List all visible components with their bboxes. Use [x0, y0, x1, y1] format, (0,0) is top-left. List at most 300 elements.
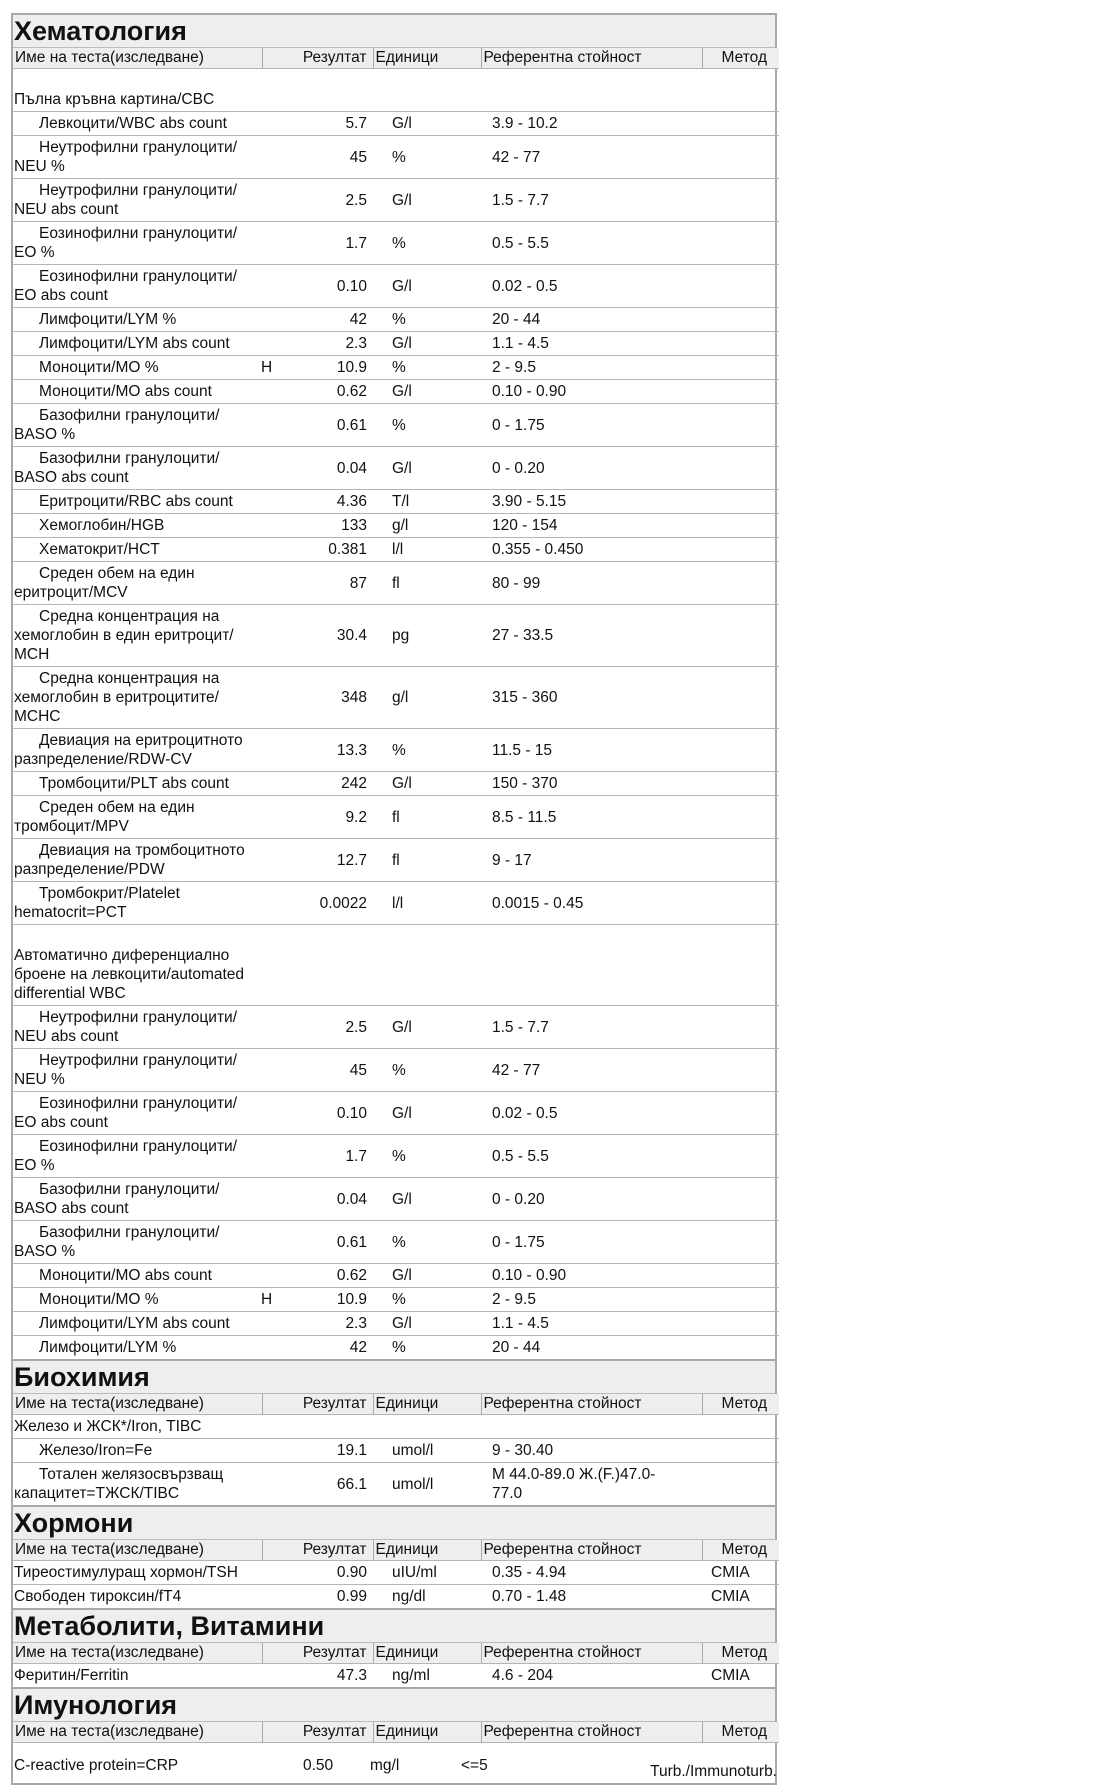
results-table	[13, 48, 779, 1359]
method	[702, 1312, 779, 1336]
result-text: 0.04	[336, 459, 367, 477]
test-name: Тромбокрит/Platelet hematocrit=PCT	[13, 882, 262, 925]
reference-range: 150 - 370	[481, 772, 702, 796]
method	[702, 1264, 779, 1288]
table-row	[13, 265, 779, 308]
column-header-row	[13, 1540, 779, 1561]
test-name: Свободен тироксин/fT4	[14, 1588, 182, 1605]
result-text: 0.10	[336, 277, 367, 295]
unit: %	[373, 1049, 481, 1092]
method: CMIA	[702, 1561, 779, 1585]
result-value: 0.50	[303, 1757, 334, 1774]
column-header-units: Единици	[373, 1540, 481, 1561]
reference-range: 1.1 - 4.5	[481, 1312, 702, 1336]
method	[702, 882, 779, 925]
reference-range: 0.02 - 0.5	[481, 1092, 702, 1135]
group-row	[13, 69, 779, 112]
group-row	[13, 925, 779, 1006]
method: CMIA	[711, 1588, 750, 1605]
result-value	[262, 667, 373, 729]
result-text: 10.9	[336, 1291, 367, 1308]
unit: %	[373, 356, 481, 380]
test-name: Еритроцити/RBC abs count	[13, 490, 262, 514]
result-text: 0.62	[336, 1267, 367, 1284]
result-value	[262, 796, 373, 839]
test-name: Железо/Iron=Fe	[13, 1439, 262, 1463]
result-text: 9.2	[345, 808, 367, 826]
unit: T/l	[373, 490, 481, 514]
table-row	[13, 605, 779, 667]
table-row	[13, 1221, 779, 1264]
reference-range: 8.5 - 11.5	[481, 796, 702, 839]
column-header-method: Метод	[702, 1643, 779, 1664]
test-name: Моноцити/MO abs count	[13, 1264, 262, 1288]
unit: uIU/ml	[373, 1561, 481, 1585]
section-1	[11, 1359, 777, 1505]
unit: %	[373, 729, 481, 772]
reference-range: 3.90 - 5.15	[481, 490, 702, 514]
column-header-row	[13, 1643, 779, 1664]
unit: %	[373, 1221, 481, 1264]
reference-range: 9 - 17	[481, 839, 702, 882]
unit: %	[373, 136, 481, 179]
method: CMIA	[711, 1667, 750, 1684]
group-row	[13, 1415, 779, 1439]
reference-range: 11.5 - 15	[481, 729, 702, 772]
test-name: Моноцити/MO %	[13, 1288, 262, 1312]
method	[702, 490, 779, 514]
test-name: Базофилни гранулоцити/ BASO abs count	[13, 1178, 262, 1221]
table-row	[13, 222, 779, 265]
test-name: Базофилни гранулоцити/ BASO %	[13, 404, 262, 447]
method	[702, 1336, 779, 1360]
result-text: 1.7	[345, 234, 367, 252]
result-text: 2.5	[345, 1018, 367, 1036]
reference-range: <=5	[461, 1757, 488, 1774]
column-header-units: Единици	[373, 1643, 481, 1664]
table-row	[13, 1336, 779, 1360]
method	[702, 447, 779, 490]
test-name: Базофилни гранулоцити/ BASO %	[13, 1221, 262, 1264]
table-row	[13, 1092, 779, 1135]
method	[702, 605, 779, 667]
method	[702, 562, 779, 605]
unit: umol/l	[392, 1475, 434, 1493]
result-value	[262, 1092, 373, 1135]
reference-range: 0 - 1.75	[481, 404, 702, 447]
result-value	[262, 1585, 373, 1609]
result-value	[262, 1561, 373, 1585]
result-value	[262, 1264, 373, 1288]
test-name: Среден обем на един еритроцит/MCV	[13, 562, 262, 605]
column-header-name: Име на теста(изследване)	[13, 1394, 262, 1415]
column-header-method: Метод	[702, 1394, 779, 1415]
method	[702, 112, 779, 136]
method	[702, 729, 779, 772]
method	[702, 356, 779, 380]
group-label: Железо и ЖСК*/Iron, TIBC	[13, 1415, 779, 1439]
lab-results	[11, 13, 777, 1785]
reference-range: 1.5 - 7.7	[481, 179, 702, 222]
result-text: 133	[341, 517, 367, 534]
reference-range: 2 - 9.5	[481, 356, 702, 380]
result-text: 2.3	[345, 1315, 367, 1332]
section-3	[11, 1608, 777, 1687]
column-header-name: Име на теста(изследване)	[13, 48, 262, 69]
method	[702, 332, 779, 356]
method	[702, 1439, 779, 1463]
result-value	[262, 308, 373, 332]
result-value	[262, 605, 373, 667]
method	[702, 265, 779, 308]
table-row	[13, 1561, 779, 1585]
test-name: Моноцити/MO abs count	[13, 380, 262, 404]
test-name: Неутрофилни гранулоцити/ NEU %	[13, 1049, 262, 1092]
result-value	[262, 332, 373, 356]
column-header-reference: Референтна стойност	[481, 1394, 702, 1415]
table-row	[13, 332, 779, 356]
unit: %	[373, 222, 481, 265]
table-row	[13, 1312, 779, 1336]
method	[702, 514, 779, 538]
result-value	[262, 538, 373, 562]
reference-range: 1.1 - 4.5	[481, 332, 702, 356]
column-header-units: Единици	[373, 1394, 481, 1415]
section-title: Биохимия	[13, 1361, 775, 1394]
column-header-result: Резултат	[262, 48, 373, 69]
test-name: Лимфоцити/LYM abs count	[13, 332, 262, 356]
result-value	[262, 490, 373, 514]
section-4	[11, 1687, 777, 1785]
section-title: Хематология	[13, 15, 775, 48]
reference-range: 0.10 - 0.90	[481, 380, 702, 404]
reference-range: 0.5 - 5.5	[481, 222, 702, 265]
test-name: Тиреостимулуращ хормон/TSH	[13, 1561, 262, 1585]
test-name: Еозинофилни гранулоцити/ EO abs count	[13, 1092, 262, 1135]
reference-range: 0.35 - 4.94	[481, 1561, 702, 1585]
table-row	[13, 1288, 779, 1312]
result-value	[262, 1664, 373, 1688]
test-name: Девиация на еритроцитното разпределение/RDW-CV	[13, 729, 262, 772]
table-row	[13, 1178, 779, 1221]
group-label: Автоматично диференциално броене на левкоцити/automated differential WBC	[13, 925, 779, 1006]
column-header-result: Резултат	[262, 1643, 373, 1664]
table-row	[13, 839, 779, 882]
result-text: 0.04	[336, 1190, 367, 1208]
method	[702, 772, 779, 796]
unit: G/l	[373, 179, 481, 222]
result-text: 0.381	[328, 541, 367, 558]
column-header-result: Резултат	[262, 1394, 373, 1415]
result-value	[262, 112, 373, 136]
reference-range: 42 - 77	[481, 1049, 702, 1092]
column-header-name: Име на теста(изследване)	[13, 1540, 262, 1561]
column-header-reference: Референтна стойност	[481, 1722, 702, 1743]
reference-range: 9 - 30.40	[481, 1439, 702, 1463]
result-text: 0.61	[336, 416, 367, 434]
result-value	[262, 772, 373, 796]
result-text: 0.61	[336, 1233, 367, 1251]
column-header-result: Резултат	[262, 1540, 373, 1561]
method	[702, 839, 779, 882]
unit: G/l	[373, 1006, 481, 1049]
result-text: 87	[349, 574, 367, 592]
table-row	[13, 1664, 779, 1688]
reference-range: 0.70 - 1.48	[492, 1588, 567, 1605]
result-value	[262, 514, 373, 538]
column-header-method: Метод	[702, 48, 779, 69]
result-text: 0.62	[336, 383, 367, 400]
reference-range: 0.0015 - 0.45	[481, 882, 702, 925]
reference-range: 0 - 0.20	[481, 1178, 702, 1221]
unit: G/l	[373, 1092, 481, 1135]
unit: G/l	[373, 332, 481, 356]
column-header-name: Име на теста(изследване)	[13, 1722, 262, 1743]
unit: mg/l	[370, 1757, 400, 1774]
unit: G/l	[373, 112, 481, 136]
test-name: Еозинофилни гранулоцити/ EO %	[13, 1135, 262, 1178]
reference-range: 42 - 77	[481, 136, 702, 179]
result-text: 2.3	[345, 335, 367, 352]
result-value	[262, 136, 373, 179]
test-name: Неутрофилни гранулоцити/ NEU %	[13, 136, 262, 179]
table-row	[13, 538, 779, 562]
high-flag: H	[261, 1290, 273, 1308]
result-text: 13.3	[336, 741, 367, 759]
table-row	[13, 772, 779, 796]
reference-range: 80 - 99	[481, 562, 702, 605]
result-text: 47.3	[336, 1667, 367, 1684]
column-header-units: Единици	[373, 1722, 481, 1743]
unit: G/l	[373, 265, 481, 308]
result-text: 30.4	[336, 627, 367, 644]
test-name: Еозинофилни гранулоцити/ EO %	[13, 222, 262, 265]
result-value	[262, 265, 373, 308]
test-name: Средна концентрация на хемоглобин в един еритроцит/ MCH	[13, 605, 262, 667]
table-row	[13, 447, 779, 490]
column-header-row	[13, 48, 779, 69]
test-name: Моноцити/MO %	[13, 356, 262, 380]
result-value	[262, 447, 373, 490]
table-row	[13, 179, 779, 222]
result-value	[262, 356, 373, 380]
method	[702, 1288, 779, 1312]
section-0	[11, 13, 777, 1359]
result-text: 45	[349, 148, 367, 166]
table-row	[13, 136, 779, 179]
method: Turb./Immunoturb.	[650, 1763, 777, 1780]
test-name: Хематокрит/HCT	[13, 538, 262, 562]
reference-range: 0.10 - 0.90	[481, 1264, 702, 1288]
unit: %	[373, 404, 481, 447]
test-name: Левкоцити/WBC abs count	[13, 112, 262, 136]
column-header-method: Метод	[702, 1722, 779, 1743]
table-row	[13, 308, 779, 332]
test-name: Лимфоцити/LYM %	[39, 1339, 177, 1356]
unit: l/l	[373, 538, 481, 562]
test-name: Базофилни гранулоцити/ BASO abs count	[13, 447, 262, 490]
results-table	[13, 1394, 779, 1505]
unit: %	[392, 1339, 406, 1356]
result-value	[262, 222, 373, 265]
result-value	[262, 1439, 373, 1463]
test-name: Тотален желязосвързващ капацитет=ТЖСК/TIBC	[14, 1466, 224, 1502]
result-text: 0.0022	[319, 894, 367, 912]
reference-range: 1.5 - 7.7	[481, 1006, 702, 1049]
reference-range: M 44.0-89.0 Ж.(F.)47.0- 77.0	[492, 1466, 656, 1502]
test-name: Среден обем на един тромбоцит/MPV	[13, 796, 262, 839]
result-text: 1.7	[345, 1147, 367, 1165]
result-text: 42	[349, 311, 367, 328]
result-text: 0.90	[336, 1564, 367, 1581]
column-header-name: Име на теста(изследване)	[13, 1643, 262, 1664]
table-row	[13, 882, 779, 925]
method	[702, 1092, 779, 1135]
unit: g/l	[373, 667, 481, 729]
method	[702, 136, 779, 179]
table-row	[13, 380, 779, 404]
result-text: 10.9	[336, 359, 367, 376]
unit: l/l	[373, 882, 481, 925]
result-value	[262, 404, 373, 447]
group-label: Пълна кръвна картина/CBC	[13, 69, 779, 112]
unit: fl	[373, 562, 481, 605]
result-text: 42	[349, 1339, 367, 1356]
result-value	[262, 839, 373, 882]
table-row	[13, 404, 779, 447]
reference-range: 20 - 44	[481, 308, 702, 332]
result-text: 2.5	[345, 191, 367, 209]
unit: G/l	[373, 772, 481, 796]
column-header-row	[13, 1722, 779, 1743]
table-row	[13, 1006, 779, 1049]
test-name: Девиация на тромбоцитното разпределение/PDW	[13, 839, 262, 882]
table-row	[13, 1264, 779, 1288]
unit: %	[373, 1135, 481, 1178]
unit: pg	[373, 605, 481, 667]
reference-range: 27 - 33.5	[481, 605, 702, 667]
results-table	[13, 1540, 779, 1608]
column-header-reference: Референтна стойност	[481, 48, 702, 69]
result-text: 66.1	[336, 1475, 367, 1493]
method	[702, 1221, 779, 1264]
table-row	[13, 667, 779, 729]
method	[702, 308, 779, 332]
reference-range: 0 - 1.75	[481, 1221, 702, 1264]
table-row	[13, 1439, 779, 1463]
table-row	[13, 1463, 779, 1506]
section-title: Хормони	[13, 1507, 775, 1540]
column-header-result: Резултат	[262, 1722, 373, 1743]
result-text: 4.36	[336, 493, 367, 510]
reference-range: 315 - 360	[481, 667, 702, 729]
method	[702, 538, 779, 562]
result-value	[262, 1221, 373, 1264]
result-value	[262, 882, 373, 925]
unit: ng/ml	[392, 1667, 430, 1684]
unit: fl	[373, 796, 481, 839]
section-title: Метаболити, Витамини	[13, 1610, 775, 1643]
method	[702, 179, 779, 222]
result-value	[262, 1336, 373, 1360]
result-text: 0.99	[336, 1588, 367, 1605]
reference-range: 0.355 - 0.450	[481, 538, 702, 562]
result-value	[262, 179, 373, 222]
test-name: Феритин/Ferritin	[14, 1667, 129, 1684]
reference-range: 20 - 44	[492, 1339, 541, 1356]
unit: G/l	[373, 1312, 481, 1336]
reference-range: 0.5 - 5.5	[481, 1135, 702, 1178]
section-title: Имунология	[13, 1689, 775, 1722]
unit: G/l	[373, 1178, 481, 1221]
unit: umol/l	[373, 1439, 481, 1463]
column-header-method: Метод	[702, 1540, 779, 1561]
test-name: Лимфоцити/LYM abs count	[13, 1312, 262, 1336]
reference-range: 0 - 0.20	[481, 447, 702, 490]
reference-range: 3.9 - 10.2	[481, 112, 702, 136]
method	[702, 796, 779, 839]
test-name: Средна концентрация на хемоглобин в еритроцитите/ MCHC	[13, 667, 262, 729]
result-text: 242	[341, 775, 367, 792]
method	[702, 1049, 779, 1092]
section-2	[11, 1505, 777, 1608]
method	[702, 667, 779, 729]
table-row	[13, 562, 779, 605]
method	[702, 222, 779, 265]
table-row	[13, 1049, 779, 1092]
column-header-reference: Референтна стойност	[481, 1540, 702, 1561]
result-value	[262, 1006, 373, 1049]
reference-range: 4.6 - 204	[492, 1667, 554, 1684]
unit: %	[373, 1288, 481, 1312]
test-name: Неутрофилни гранулоцити/ NEU abs count	[13, 1006, 262, 1049]
result-text: 348	[341, 689, 367, 706]
test-name: Неутрофилни гранулоцити/ NEU abs count	[13, 179, 262, 222]
reference-range: 0.02 - 0.5	[481, 265, 702, 308]
test-name: Хемоглобин/HGB	[13, 514, 262, 538]
results-table	[13, 1722, 779, 1783]
method	[702, 1135, 779, 1178]
table-row	[13, 1135, 779, 1178]
table-row	[13, 490, 779, 514]
result-value	[262, 1463, 373, 1506]
table-row	[13, 112, 779, 136]
result-value	[262, 1288, 373, 1312]
method	[702, 380, 779, 404]
unit: %	[373, 308, 481, 332]
result-value	[262, 729, 373, 772]
result-text: 0.10	[336, 1104, 367, 1122]
test-name: Еозинофилни гранулоцити/ EO abs count	[13, 265, 262, 308]
unit: G/l	[373, 380, 481, 404]
column-header-row	[13, 1394, 779, 1415]
high-flag: H	[261, 358, 273, 376]
table-row	[13, 514, 779, 538]
reference-range: 120 - 154	[481, 514, 702, 538]
column-header-reference: Референтна стойност	[481, 1643, 702, 1664]
crp-row	[13, 1745, 779, 1781]
result-value	[262, 380, 373, 404]
test-name: Тромбоцити/PLT abs count	[13, 772, 262, 796]
unit: ng/dl	[392, 1588, 426, 1605]
unit: G/l	[373, 1264, 481, 1288]
unit: fl	[373, 839, 481, 882]
method	[702, 1463, 779, 1506]
method	[702, 404, 779, 447]
table-row	[13, 796, 779, 839]
test-name: C-reactive protein=CRP	[14, 1757, 179, 1774]
unit: G/l	[373, 447, 481, 490]
